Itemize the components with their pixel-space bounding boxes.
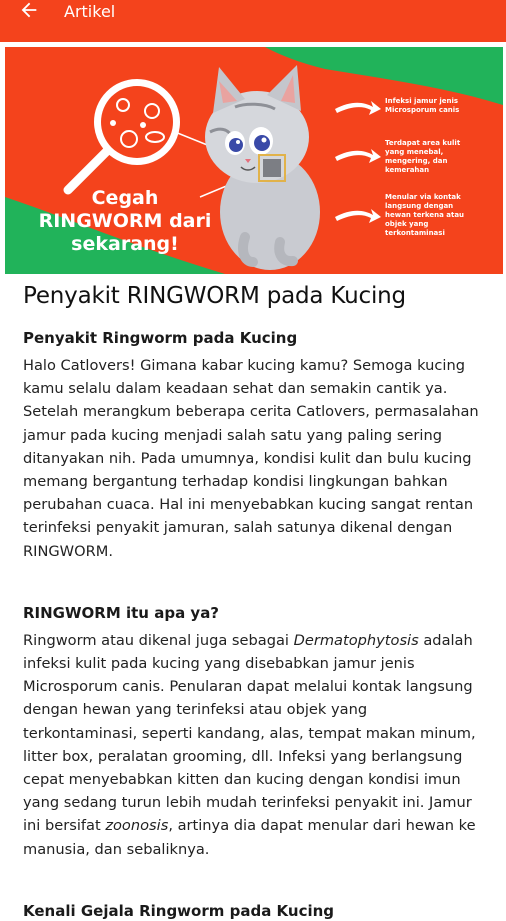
svg-text:yang menebal,: yang menebal, (385, 148, 444, 156)
app-bar (0, 0, 506, 42)
hero-image (5, 47, 503, 274)
svg-text:hewan terkena atau: hewan terkena atau (385, 211, 465, 219)
svg-text:sekarang!: sekarang! (71, 233, 179, 255)
svg-text:Infeksi jamur jenis: Infeksi jamur jenis (385, 97, 459, 105)
back-button[interactable] (0, 0, 58, 33)
section-paragraph: Ringworm atau dikenal juga sebagai Dermatophytosis adalah infeksi kulit pada kucing yang disebabkan jamur jenis Microsporum canis. Penularan dapat melalui kontak langsung dengan hewan yang terinfeksi atau objek yang terkontaminasi, seperti kandang, alas, tempat makan minum, litter box, peralatan grooming, dll. Infeksi yang berlangsung cepat menyebabkan kitten dan kucing dengan kondisi imun yang sedang turun lebih mudah terinfeksi penyakit ini. Jamur ini bersifat zoonosis, artinya dia dapat menular dari hewan ke manusia, dan sebaliknya. (23, 631, 476, 858)
svg-text:terkontaminasi: terkontaminasi (385, 229, 445, 237)
section-heading: Penyakit Ringworm pada Kucing (23, 329, 298, 347)
svg-text:mengering, dan: mengering, dan (385, 157, 448, 165)
svg-text:objek yang: objek yang (385, 220, 429, 228)
app-bar-title: Artikel (64, 1, 116, 21)
svg-text:Cegah: Cegah (91, 187, 159, 209)
svg-text:Microsporum canis: Microsporum canis (385, 106, 460, 114)
svg-text:Terdapat area kulit: Terdapat area kulit (385, 139, 461, 147)
article-content (23, 280, 485, 921)
arrow-left-icon (18, 0, 40, 25)
svg-text:Menular via kontak: Menular via kontak (385, 193, 461, 201)
section-heading: Kenali Gejala Ringworm pada Kucing (23, 901, 335, 920)
svg-text:kemerahan: kemerahan (385, 166, 430, 174)
article-title: Penyakit RINGWORM pada Kucing (23, 283, 406, 309)
section-paragraph: Halo Catlovers! Gimana kabar kucing kamu? Semoga kucing kamu selalu dalam keadaan sehat dan semakin cantik ya. Setelah merangkum beberapa cerita Catlovers, permasalahan jamur pada kucing menjadi salah satu yang paling sering ditanyakan nih. Pada umumnya, kondisi kulit dan bulu kucing memang bergantung terhadap kondisi lingkungan bahkan perubahan cuaca. Hal ini menyebabkan kucing sangat rentan terinfeksi penyakit jamuran, salah satunya dikenal dengan RINGWORM. (23, 357, 479, 560)
svg-text:RINGWORM dari: RINGWORM dari (38, 210, 212, 232)
section-heading: RINGWORM itu apa ya? (23, 603, 220, 622)
svg-text:langsung dengan: langsung dengan (385, 202, 454, 210)
